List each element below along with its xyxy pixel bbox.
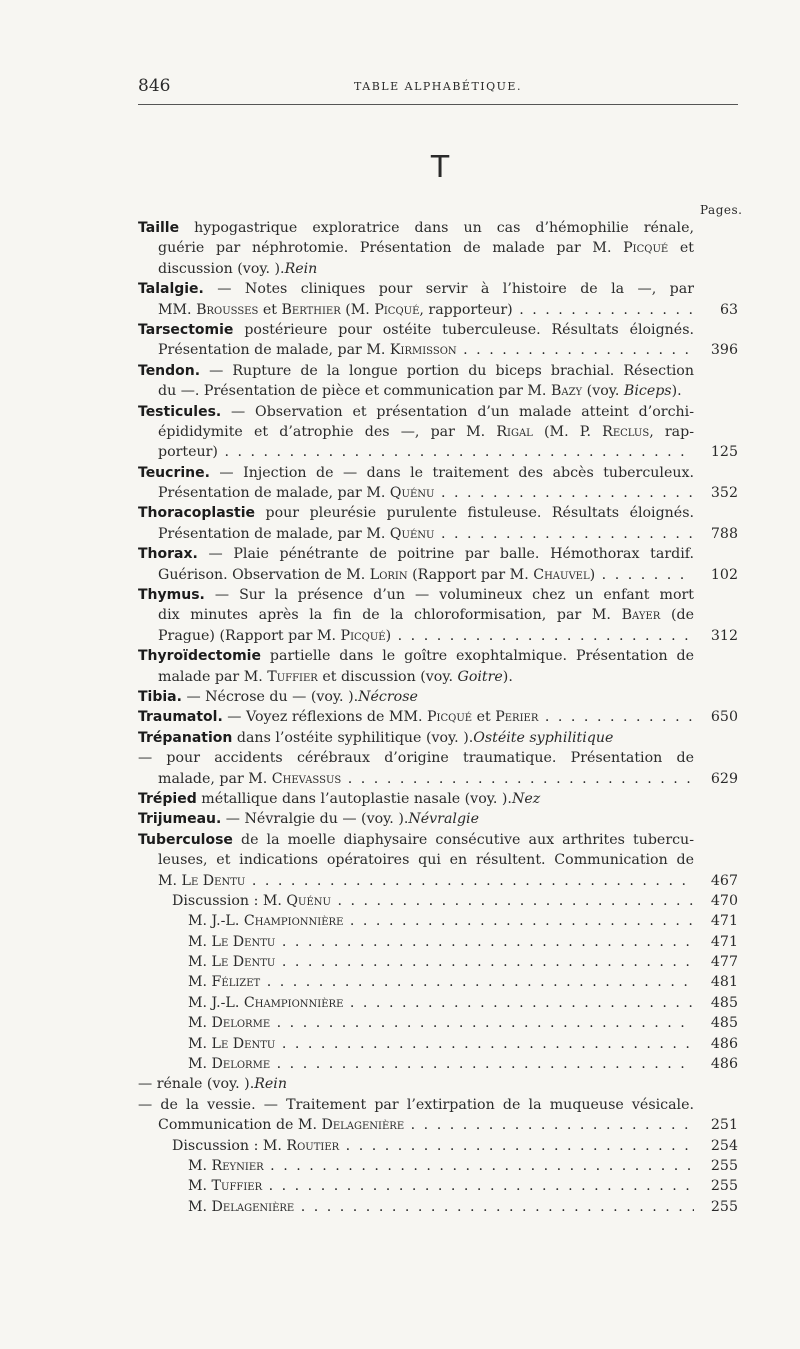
page-reference: 251 <box>710 1117 738 1134</box>
index-entry-line <box>138 1054 738 1074</box>
entry-text <box>138 544 694 564</box>
index-entry-heading-line <box>138 687 738 707</box>
text-run: malade, par M. <box>158 770 272 787</box>
index-entry-line <box>138 667 738 687</box>
text-run: épididymite et d’atrophie des —, par M. <box>158 423 497 440</box>
entry-text <box>158 238 694 258</box>
text-run: M. <box>188 1056 212 1073</box>
cross-reference: Goitre <box>457 668 503 685</box>
entry-text <box>158 524 694 544</box>
page-reference: 650 <box>710 709 738 726</box>
entry-text <box>158 300 694 320</box>
headword: Tendon. <box>138 362 201 379</box>
index-entry-line <box>138 1156 738 1176</box>
text-run: Prague) (Rapport par M. <box>158 627 341 644</box>
text-run: (M. <box>340 301 375 318</box>
index-entry-line <box>138 769 738 789</box>
author-name: Tuffier <box>211 1178 263 1195</box>
text-run: et <box>668 240 694 257</box>
text-run: M. <box>188 974 212 991</box>
index-entry-line <box>138 605 738 625</box>
text-run: Présentation de malade, par M. <box>158 525 390 542</box>
page-reference: 486 <box>710 1056 738 1073</box>
entry-text <box>158 1115 694 1135</box>
entry-text <box>158 850 694 870</box>
entry-text <box>188 993 694 1013</box>
text-run: partielle dans le goître exophtalmique. Présentation de <box>260 648 694 665</box>
text-run: malade par M. <box>158 668 268 685</box>
index-entry-line <box>138 442 738 462</box>
author-name: Delagenière <box>321 1117 405 1134</box>
entry-text <box>188 1197 694 1217</box>
index-entry-line <box>138 891 738 911</box>
text-run: leuses, et indications opératoires qui en résultent. Communication de <box>158 852 694 869</box>
page-reference: 471 <box>710 913 738 930</box>
author-name: Bayer <box>621 607 661 624</box>
page-reference: 470 <box>710 892 738 909</box>
author-name: Chauvel <box>533 566 590 583</box>
headword: Traumatol. <box>138 709 223 726</box>
author-name: Routier <box>286 1137 340 1154</box>
entry-text <box>138 707 694 727</box>
text-run: (de <box>660 607 694 624</box>
index-entry-line <box>138 238 738 258</box>
text-run: — Injection de — dans le traitement des abcès tuberculeux. <box>209 464 694 481</box>
index-entry-line <box>138 972 738 992</box>
author-name: Reynier <box>211 1157 264 1174</box>
page-reference: 255 <box>710 1198 738 1215</box>
index-entry-line <box>138 1034 738 1054</box>
entry-text <box>138 1095 694 1115</box>
headword: Thoracoplastie <box>138 505 255 522</box>
index-entry-heading-line <box>138 707 738 727</box>
text-run: Présentation de malade, par M. <box>158 342 390 359</box>
text-run: — Voyez réflexions de MM. <box>222 709 427 726</box>
text-run: — Rupture de la longue portion du biceps brachial. Résection <box>200 362 694 379</box>
index-entry-heading-line <box>138 789 738 809</box>
index-entry-heading-line <box>138 544 738 564</box>
text-run: MM. <box>158 301 197 318</box>
cross-reference: Névralgie <box>408 811 479 828</box>
headword: Tarsectomie <box>138 321 234 338</box>
text-run: — Névralgie du — (voy. <box>221 811 399 828</box>
entry-text <box>158 442 694 462</box>
headword: Taille <box>138 220 180 236</box>
text-run: métallique dans l’autoplastie nasale (voy. <box>196 790 502 807</box>
entry-text <box>138 503 694 523</box>
page-reference: 352 <box>710 485 738 502</box>
page-reference: 486 <box>710 1035 738 1052</box>
entry-text <box>158 871 694 891</box>
section-letter: T <box>430 150 450 185</box>
author-name: Delorme <box>211 1056 271 1073</box>
page-reference: 102 <box>710 566 738 583</box>
headword: Trépanation <box>138 729 233 746</box>
text-run: M. <box>188 1015 212 1032</box>
author-name: Le Dentu <box>211 933 276 950</box>
headword: Tibia. <box>138 688 182 705</box>
text-run: , rap- <box>649 423 694 440</box>
text-run: (Rapport par M. <box>407 566 534 583</box>
running-head <box>138 72 738 102</box>
index-entry-heading-line <box>138 809 738 829</box>
author-name: Lorin <box>369 566 408 583</box>
text-run: Discussion : M. <box>172 892 287 909</box>
entry-text <box>188 1156 694 1176</box>
entry-text <box>158 667 694 687</box>
index-entry-line <box>138 1136 738 1156</box>
page-reference: 63 <box>719 301 738 318</box>
page-number: 846 <box>138 76 171 96</box>
index-entry-heading-line <box>138 728 738 748</box>
index-entry-line <box>138 850 738 870</box>
text-run: ) <box>385 627 392 644</box>
text-run: — Nécrose du — (voy. <box>181 688 349 705</box>
text-run: ). <box>463 729 474 746</box>
entry-text <box>158 565 694 585</box>
index-entry-line <box>138 1095 738 1115</box>
entry-text <box>138 402 694 422</box>
text-run: — pour accidents cérébraux d’origine traumatique. Présentation de <box>138 750 694 767</box>
index-entry-heading-line <box>138 830 738 850</box>
text-run: M. <box>158 872 182 889</box>
index-entry-line <box>138 340 738 360</box>
text-run: Présentation de malade, par M. <box>158 485 390 502</box>
author-name: Chevassus <box>271 770 342 787</box>
text-run: M. <box>188 1157 212 1174</box>
index-entry-heading-line <box>138 320 738 340</box>
index-entry-heading-line <box>138 361 738 381</box>
page-reference: 485 <box>710 994 738 1011</box>
entry-text <box>138 728 694 748</box>
text-run: et <box>472 709 496 726</box>
text-run: — Observation et présentation d’un malade atteint d’orchi- <box>221 403 694 420</box>
text-run: M. <box>188 994 212 1011</box>
text-run: postérieure pour ostéite tuberculeuse. Résultats éloignés. <box>233 321 694 338</box>
index-entry-line <box>138 565 738 585</box>
text-run: hypogastrique exploratrice dans un cas d’hémophilie rénale, <box>179 220 694 236</box>
text-run: ) <box>589 566 596 583</box>
index-entry-line <box>138 932 738 952</box>
text-run: guérie par néphrotomie. Présentation de malade par M. <box>158 240 624 257</box>
index-entries <box>138 218 738 1217</box>
text-run: — de la vessie. — Traitement par l’extirpation de la muqueuse vésicale. <box>138 1096 694 1113</box>
index-entry-line <box>138 381 738 401</box>
entry-text <box>158 605 694 625</box>
pages-column-label: Pages. <box>700 203 743 217</box>
index-entry-line <box>138 1197 738 1217</box>
index-entry-heading-line <box>138 503 738 523</box>
text-run: et <box>258 301 282 318</box>
entry-text <box>138 748 694 768</box>
entry-text <box>138 789 694 809</box>
text-run: du —. Présentation de pièce et communication par M. <box>158 383 551 400</box>
author-name: Picqué <box>427 709 473 726</box>
cross-reference: Rein <box>284 260 318 277</box>
entry-text <box>138 646 694 666</box>
entry-text <box>138 361 694 381</box>
headword: Thorax. <box>138 546 198 563</box>
entry-text <box>172 891 694 911</box>
text-run: ). <box>501 790 512 807</box>
text-run: ). <box>398 811 409 828</box>
author-name: Le Dentu <box>181 872 246 889</box>
entry-text <box>188 911 694 931</box>
headword: Trépied <box>138 790 197 807</box>
author-name: Quénu <box>389 525 435 542</box>
page-reference: 255 <box>710 1157 738 1174</box>
page-reference: 254 <box>710 1137 738 1154</box>
index-entry-line <box>138 300 738 320</box>
author-name: Perier <box>495 709 539 726</box>
text-run: M. <box>188 1198 212 1215</box>
index-entry-heading-line <box>138 402 738 422</box>
entry-text <box>158 340 694 360</box>
author-name: Le Dentu <box>211 1035 276 1052</box>
author-name: Kirmisson <box>389 342 457 359</box>
text-run: ). <box>274 260 285 277</box>
index-entry-line <box>138 1115 738 1135</box>
page-reference: 125 <box>710 444 738 461</box>
author-name: Berthier <box>281 301 341 318</box>
cross-reference: Biceps <box>623 383 672 400</box>
index-entry-line <box>138 993 738 1013</box>
index-entry-heading-line <box>138 585 738 605</box>
index-entry-line <box>138 952 738 972</box>
text-run: ). <box>671 383 682 400</box>
text-run: M. <box>188 933 212 950</box>
author-name: Bazy <box>550 383 583 400</box>
entry-text <box>138 809 694 829</box>
page-reference: 312 <box>710 627 738 644</box>
text-run: — Sur la présence d’un — volumineux chez un enfant mort <box>204 587 694 604</box>
index-entry-line <box>138 626 738 646</box>
index-entry-line <box>138 483 738 503</box>
text-run: M. <box>188 1035 212 1052</box>
headword: Trijumeau. <box>138 811 222 828</box>
entry-text <box>188 1054 694 1074</box>
header-rule <box>138 104 738 105</box>
author-name: Félizet <box>211 974 261 991</box>
author-name: Le Dentu <box>211 954 276 971</box>
index-entry-line <box>138 259 738 279</box>
author-name: Tuffier <box>267 668 318 685</box>
cross-reference: Ostéite syphilitique <box>473 729 614 746</box>
page-reference: 485 <box>710 1015 738 1032</box>
entry-text <box>188 932 694 952</box>
text-run: M. <box>188 1178 212 1195</box>
page-reference: 629 <box>710 770 738 787</box>
entry-text <box>188 1176 694 1196</box>
text-run: (voy. <box>582 383 624 400</box>
entry-text <box>158 769 694 789</box>
entry-text <box>158 259 694 279</box>
entry-text <box>158 381 694 401</box>
author-name: Picqué <box>374 301 420 318</box>
author-name: Picqué <box>340 627 386 644</box>
headword: Thymus. <box>138 587 205 604</box>
text-run: , rapporteur) <box>419 301 513 318</box>
text-run: et discussion (voy. <box>317 668 458 685</box>
author-name: Picqué <box>623 240 669 257</box>
text-run: (M. P. <box>532 423 603 440</box>
text-run: ). <box>502 668 513 685</box>
text-run: M. <box>188 913 212 930</box>
index-entry-line <box>138 748 738 768</box>
author-name: Reclus <box>602 423 650 440</box>
author-name: Brousses <box>196 301 259 318</box>
index-entry-heading-line <box>138 218 738 238</box>
text-run: M. <box>188 954 212 971</box>
cross-reference: Nez <box>511 790 541 807</box>
author-name: J.-L. Championnière <box>211 913 344 930</box>
page-reference: 396 <box>710 342 738 359</box>
text-run: Communication de M. <box>158 1117 322 1134</box>
entry-text <box>158 483 694 503</box>
author-name: Quénu <box>286 892 331 909</box>
cross-reference: Nécrose <box>358 688 418 705</box>
headword: Teucrine. <box>138 464 210 481</box>
headword: Tuberculose <box>138 831 233 848</box>
headword: Thyroïdectomie <box>138 648 261 665</box>
page-reference: 471 <box>710 933 738 950</box>
index-entry-line <box>138 524 738 544</box>
entry-text <box>138 279 694 299</box>
page-reference: 788 <box>710 525 738 542</box>
entry-text <box>138 463 694 483</box>
text-run: dans l’ostéite syphilitique (voy. <box>232 729 464 746</box>
page-reference: 477 <box>710 954 738 971</box>
running-title: TABLE ALPHABÉTIQUE. <box>354 80 522 93</box>
entry-text <box>172 1136 694 1156</box>
index-entry-heading-line <box>138 463 738 483</box>
text-run: discussion (voy. <box>158 260 275 277</box>
page-reference: 481 <box>710 974 738 991</box>
headword: Talalgie. <box>138 281 204 298</box>
text-run: porteur) <box>158 444 218 461</box>
entry-text <box>138 687 694 707</box>
entry-text <box>138 830 694 850</box>
entry-text <box>158 626 694 646</box>
author-name: Quénu <box>389 485 435 502</box>
text-run: pour pleurésie purulente fistuleuse. Résultats éloignés. <box>255 505 694 522</box>
text-run: de la moelle diaphysaire consécutive aux arthrites tubercu- <box>232 831 694 848</box>
cross-reference: Rein <box>254 1076 287 1093</box>
index-entry-line <box>138 1013 738 1033</box>
entry-text <box>138 320 694 340</box>
page-reference: 467 <box>710 872 738 889</box>
index-entry-line <box>138 1176 738 1196</box>
headword: Testicules. <box>138 403 222 420</box>
index-entry-heading-line <box>138 646 738 666</box>
text-run: — Plaie pénétrante de poitrine par balle. Hémothorax tardif. <box>197 546 694 563</box>
text-run: Discussion : M. <box>172 1137 287 1154</box>
entry-text <box>138 1074 694 1094</box>
entry-text <box>138 585 694 605</box>
entry-text <box>188 972 694 992</box>
entry-text <box>188 1034 694 1054</box>
author-name: Delagenière <box>211 1198 295 1215</box>
author-name: J.-L. Championnière <box>211 994 344 1011</box>
text-run: — rénale (voy. <box>138 1076 245 1093</box>
author-name: Rigal <box>496 423 533 440</box>
entry-text <box>138 218 694 238</box>
text-run: ). <box>244 1076 255 1093</box>
entry-text <box>158 422 694 442</box>
index-entry-line <box>138 911 738 931</box>
index-entry-line <box>138 1074 738 1094</box>
text-run: Guérison. Observation de M. <box>158 566 370 583</box>
author-name: Delorme <box>211 1015 271 1032</box>
index-entry-line <box>138 422 738 442</box>
entry-text <box>188 1013 694 1033</box>
text-run: — Notes cliniques pour servir à l’histoire de la —, par <box>203 281 694 298</box>
entry-text <box>188 952 694 972</box>
page-reference: 255 <box>710 1178 738 1195</box>
index-entry-line <box>138 871 738 891</box>
text-run: dix minutes après la fin de la chloroformisation, par M. <box>158 607 622 624</box>
index-entry-heading-line <box>138 279 738 299</box>
text-run: ). <box>348 688 359 705</box>
